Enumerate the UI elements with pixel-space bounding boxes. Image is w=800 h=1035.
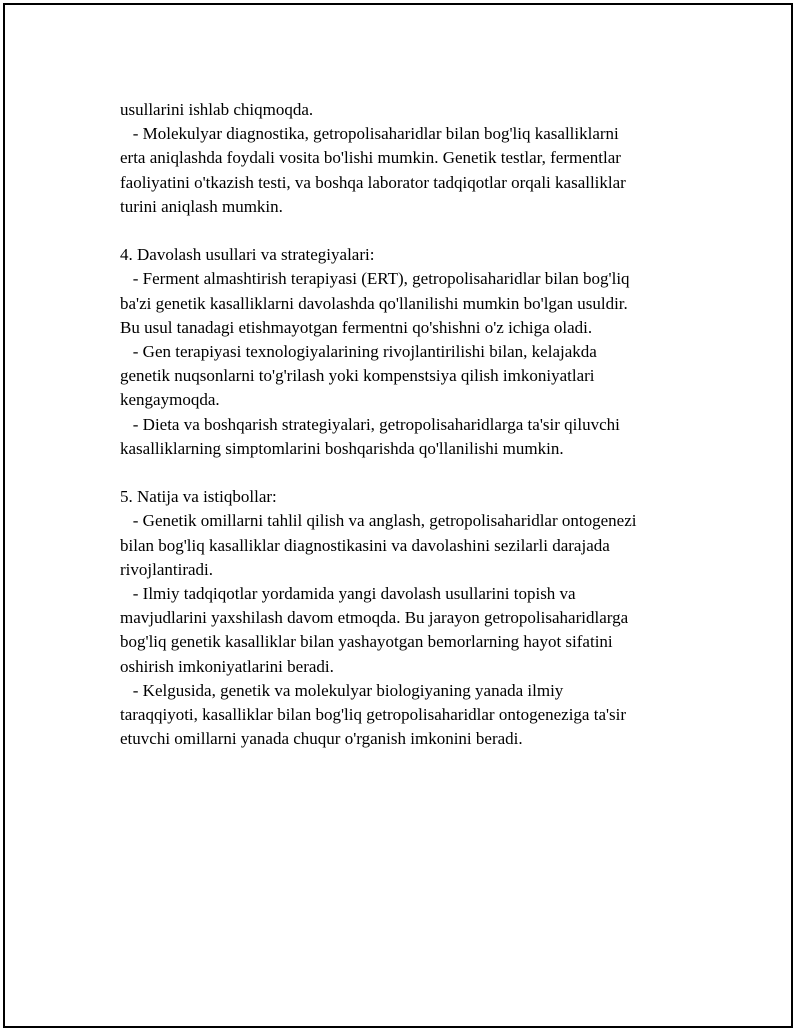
- section-heading: 4. Davolash usullari va strategiyalari:: [120, 245, 375, 265]
- text-line: mavjudlarini yaxshilash davom etmoqda. Bu jarayon getropolisaharidlarga: [120, 608, 629, 628]
- text-line: etuvchi omillarni yanada chuqur o'rganish imkonini beradi.: [120, 729, 523, 749]
- text-line: bilan bog'liq kasalliklar diagnostikasini va davolashini sezilarli darajada: [120, 535, 610, 555]
- section-heading: 5. Natija va istiqbollar:: [120, 487, 277, 507]
- section-results: [120, 485, 720, 751]
- text-line: rivojlantiradi.: [120, 559, 214, 579]
- text-line: - Kelgusida, genetik va molekulyar biologiyaning yanada ilmiy: [120, 680, 564, 700]
- text-line: oshirish imkoniyatlarini beradi.: [120, 656, 334, 676]
- document-body: [120, 98, 720, 751]
- text-line: kasalliklarning simptomlarini boshqarishda qo'llanilishi mumkin.: [120, 438, 564, 458]
- text-line: turini aniqlash mumkin.: [120, 196, 283, 216]
- text-line: - Gen terapiyasi texnologiyalarining rivojlantirilishi bilan, kelajakda: [120, 342, 597, 362]
- text-line: usullarini ishlab chiqmoqda.: [120, 100, 314, 119]
- text-line: - Molekulyar diagnostika, getropolisaharidlar bilan bog'liq kasalliklarni: [120, 124, 619, 144]
- paragraph-spacer: [120, 461, 720, 485]
- text-line: - Ilmiy tadqiqotlar yordamida yangi davolash usullarini topish va: [120, 584, 576, 604]
- page-frame: [3, 3, 793, 1028]
- text-line: - Genetik omillarni tahlil qilish va anglash, getropolisaharidlar ontogenezi: [120, 511, 637, 531]
- text-line: ba'zi genetik kasalliklarni davolashda qo'llanilishi mumkin bo'lgan usuldir.: [120, 293, 628, 313]
- text-line: erta aniqlashda foydali vosita bo'lishi mumkin. Genetik testlar, fermentlar: [120, 148, 621, 168]
- text-line: - Dieta va boshqarish strategiyalari, getropolisaharidlarga ta'sir qiluvchi: [120, 414, 620, 434]
- text-line: genetik nuqsonlarni to'g'rilash yoki kompenstsiya qilish imkoniyatlari: [120, 366, 595, 386]
- text-line: - Ferment almashtirish terapiyasi (ERT), getropolisaharidlar bilan bog'liq: [120, 269, 630, 289]
- section-treatment: [120, 243, 720, 461]
- paragraph-spacer: [120, 219, 720, 243]
- text-line: Bu usul tanadagi etishmayotgan fermentni qo'shishni o'z ichiga oladi.: [120, 317, 593, 337]
- text-line: faoliyatini o'tkazish testi, va boshqa laborator tadqiqotlar orqali kasalliklar: [120, 172, 626, 192]
- text-line: bog'liq genetik kasalliklar bilan yashayotgan bemorlarning hayot sifatini: [120, 632, 613, 652]
- text-line: kengaymoqda.: [120, 390, 220, 410]
- paragraph-diagnostics: [120, 98, 720, 219]
- text-line: taraqqiyoti, kasalliklar bilan bog'liq getropolisaharidlar ontogeneziga ta'sir: [120, 705, 627, 725]
